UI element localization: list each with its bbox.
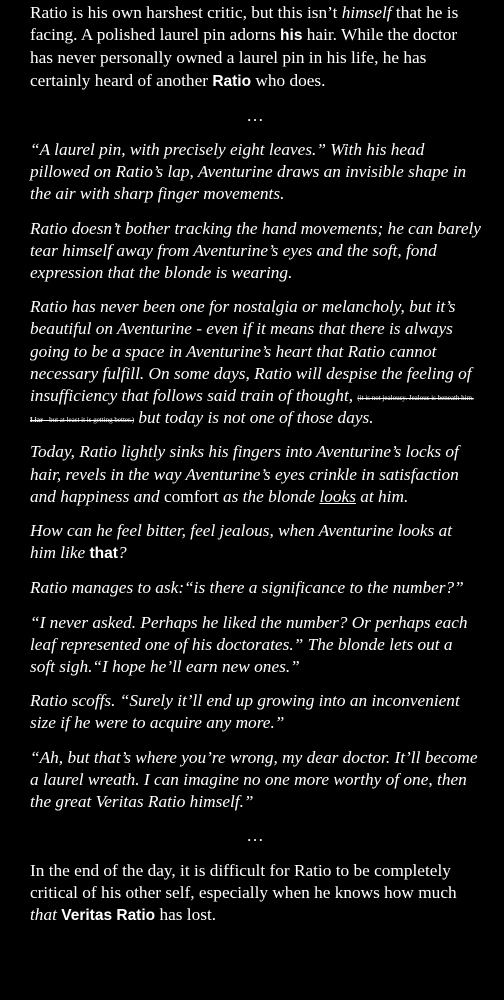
emphasis-looks: looks: [319, 486, 356, 506]
emphasis-veritas-ratio: Veritas Ratio: [61, 906, 156, 924]
paragraph-8: “I never asked. Perhaps he liked the number? Or perhaps each leaf represented one of his doctorates.” The blonde lets out a soft sigh.“I hope he’ll earn new ones.”: [30, 612, 468, 677]
emphasis-himself: himself: [341, 3, 392, 22]
section-separator: …: [246, 826, 265, 846]
paragraph-6: How can he feel bitter, feel jealous, when Aventurine looks at him like that?: [30, 521, 453, 563]
paragraph-4: Ratio has never been one for nostalgia or melancholy, but it’s beautiful on Aventurine - even if it means that there is always going to be a space in Aventurine’s heart that Ratio cannot necessary fulfill. On some days, Ratio will despise the feeling of insufficiency that follows said train of thought, (it is not jealousy. Jealous is beneath him. Liar - but at least it is getting better.) but today is not one of those days.: [30, 297, 474, 428]
paragraph-1: Ratio is his own harshest critic, but this isn’t himself that he is facing. A polished laurel pin adorns his hair. While the doctor has never personally owned a laurel pin in his life, he has certainly heard of another Ratio who does.: [30, 3, 459, 90]
paragraph-7: Ratio manages to ask:“is there a significance to the number?”: [30, 578, 464, 598]
paragraph-5: Today, Ratio lightly sinks his fingers into Aventurine’s locks of hair, revels in the way Aventurine’s eyes crinkle in satisfaction and happiness and comfort as the blonde looks at him.: [30, 442, 459, 506]
paragraph-10: “Ah, but that’s where you’re wrong, my dear doctor. It’ll become a laurel wreath. I can imagine no one more worthy of one, then the great Veritas Ratio himself.”: [30, 747, 478, 812]
emphasis-ratio: Ratio: [212, 72, 252, 90]
emphasis-his: his: [280, 27, 303, 45]
strikethrough-aside: (it is not jealousy. Jealous is beneath him. Liar - but at least it is getting better.): [30, 394, 474, 425]
paragraph-11: In the end of the day, it is difficult for Ratio to be completely critical of his other self, especially when he knows how much that Veritas Ratio has lost.: [30, 860, 457, 924]
paragraph-3: Ratio doesn’t bother tracking the hand movements; he can barely tear himself away from Aventurine’s eyes and the soft, fond expression that the blonde is wearing.: [30, 218, 481, 283]
paragraph-9: Ratio scoffs. “Surely it’ll end up growing into an inconvenient size if he were to acquire any more.”: [30, 691, 460, 733]
emphasis-that: that: [89, 545, 118, 563]
paragraph-2: “A laurel pin, with precisely eight leaves.” With his head pillowed on Ratio’s lap, Aventurine draws an invisible shape in the air with sharp finger movements.: [30, 140, 467, 204]
section-separator: …: [246, 105, 265, 125]
emphasis-comfort: comfort: [163, 486, 219, 506]
emphasis-that-italic: that: [30, 904, 57, 924]
